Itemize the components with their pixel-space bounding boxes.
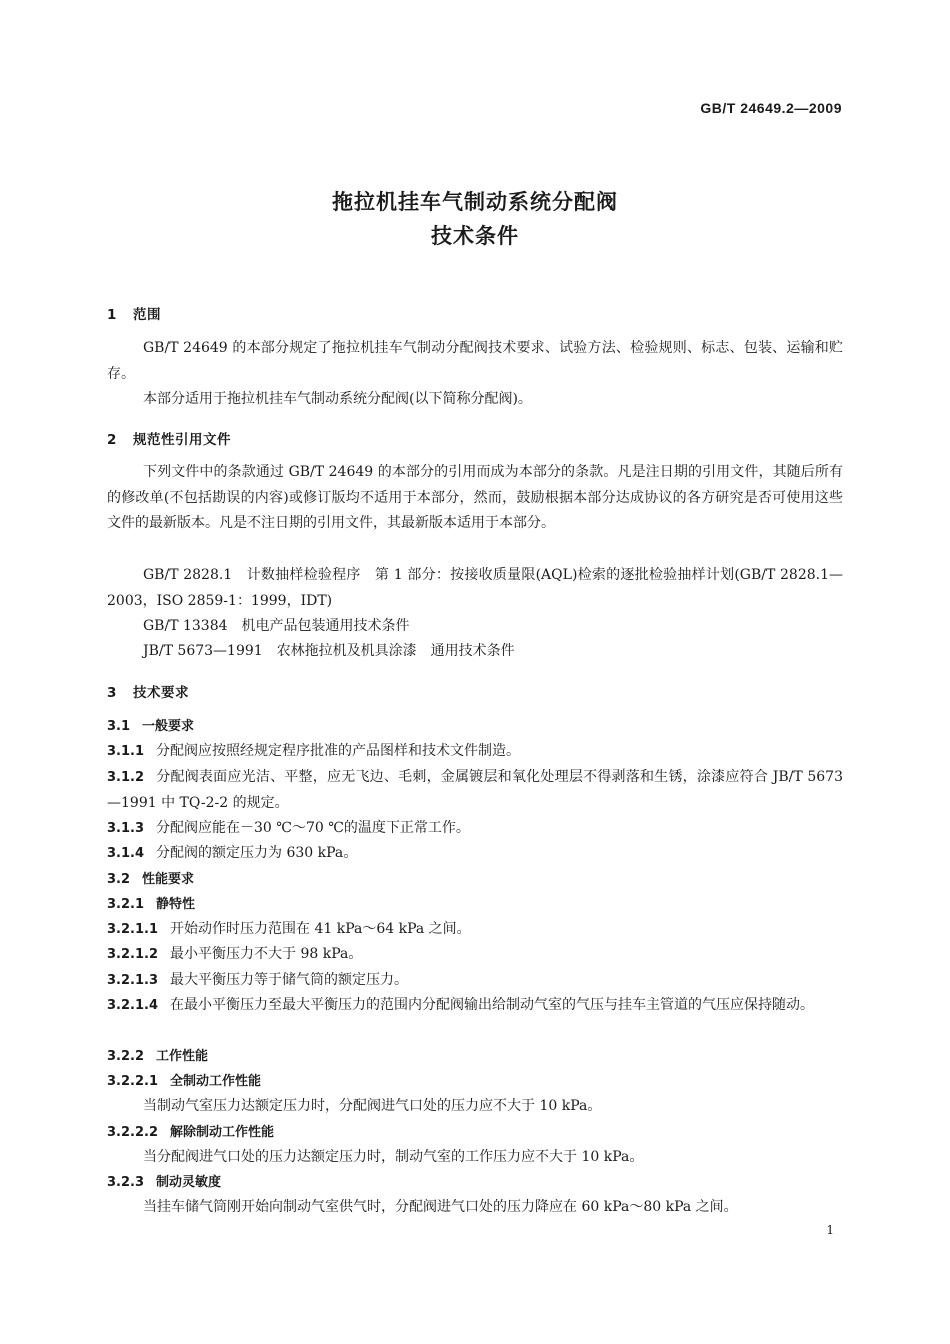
clause-3-1 xyxy=(107,714,843,740)
clause-number: 3.2.1.4 xyxy=(107,998,158,1013)
clause-number: 3.1 xyxy=(107,719,131,734)
section-title: 规范性引用文件 xyxy=(133,432,231,448)
document-subtitle: 技术条件 xyxy=(431,224,519,248)
section-1-heading xyxy=(107,303,161,323)
section-number: 2 xyxy=(107,432,117,448)
clause-number: 3.1.4 xyxy=(107,846,145,861)
clause-text: 分配阀应按照经规定程序批准的产品图样和技术文件制造。 xyxy=(156,743,521,759)
section-1-paragraph-2: 本部分适用于拖拉机挂车气制动系统分配阀(以下简称分配阀)。 xyxy=(143,391,532,407)
section-2-paragraph: 下列文件中的条款通过 GB/T 24649 的本部分的引用而成为本部分的条款。凡是注日期的引用文件，其随后所有的修改单(不包括勘误的内容)或修订版均不适用于本部分，然而，鼓励根据本部分达成协议的各方研究是否可使用这些文件的最新版本。凡是不注日期的引用文件，其最新版本适用于本部分。 xyxy=(107,464,843,531)
clause-number: 3.2.2.1 xyxy=(107,1074,158,1089)
reference-jbt-5673: JB/T 5673—1991 农林拖拉机及机具涂漆 通用技术条件 xyxy=(143,643,515,659)
clause-3-2-1-1 xyxy=(107,917,843,943)
clause-number: 3.2.1.2 xyxy=(107,947,158,962)
document-title: 拖拉机挂车气制动系统分配阀 xyxy=(332,190,618,214)
standard-code: GB/T 24649.2—2009 xyxy=(700,100,842,116)
clause-text: 分配阀表面应光洁、平整，应无飞边、毛刺，金属镀层和氧化处理层不得剥落和生锈，涂漆应符合 JB/T 5673—1991 中 TQ-2-2 的规定。 xyxy=(107,769,843,811)
clause-title: 解除制动工作性能 xyxy=(170,1125,275,1140)
clause-text: 开始动作时压力范围在 41 kPa～64 kPa 之间。 xyxy=(170,921,471,937)
reference-gbt-2828: GB/T 2828.1 计数抽样检验程序 第 1 部分：按接收质量限(AQL)检索的逐批检验抽样计划(GB/T 2828.1—2003，ISO 2859-1：1999，IDT) xyxy=(107,567,843,609)
clause-number: 3.2.1.1 xyxy=(107,922,158,937)
section-3-heading xyxy=(107,681,189,701)
clause-title: 工作性能 xyxy=(156,1049,209,1064)
clause-3-1-3 xyxy=(107,816,843,842)
clause-number: 3.2.2.2 xyxy=(107,1125,158,1140)
clause-title: 全制动工作性能 xyxy=(170,1074,262,1089)
clause-title: 一般要求 xyxy=(142,719,195,734)
clause-number: 3.1.3 xyxy=(107,821,145,836)
clause-number: 3.2.1 xyxy=(107,897,145,912)
section-number: 3 xyxy=(107,685,117,701)
section-title: 技术要求 xyxy=(133,685,189,701)
clause-3-2-1-2 xyxy=(107,942,843,968)
clause-number: 3.1.2 xyxy=(107,770,145,785)
clause-3-2-2 xyxy=(107,1044,843,1070)
clause-number: 3.2.2 xyxy=(107,1049,145,1064)
clause-3-1-2 xyxy=(107,765,843,816)
clause-3-2-1 xyxy=(107,892,843,918)
page-number: 1 xyxy=(826,1223,834,1237)
clause-text: 最小平衡压力不大于 98 kPa。 xyxy=(170,946,363,962)
clause-3-2-2-2 xyxy=(107,1120,843,1146)
reference-gbt-13384: GB/T 13384 机电产品包装通用技术条件 xyxy=(143,618,410,634)
clause-3-2-3-text: 当挂车储气筒刚开始向制动气室供气时，分配阀进气口处的压力降应在 60 kPa～80 kPa 之间。 xyxy=(143,1199,738,1215)
clause-title: 静特性 xyxy=(156,897,196,912)
clause-3-2-2-1 xyxy=(107,1069,843,1095)
clause-number: 3.2 xyxy=(107,872,131,887)
section-number: 1 xyxy=(107,307,117,323)
section-1-paragraph-1: GB/T 24649 的本部分规定了拖拉机挂车气制动分配阀技术要求、试验方法、检验规则、标志、包装、运输和贮存。 xyxy=(107,340,843,382)
clause-number: 3.1.1 xyxy=(107,744,145,759)
clause-3-1-1 xyxy=(107,739,843,765)
section-title: 范围 xyxy=(133,307,161,323)
clause-text: 在最小平衡压力至最大平衡压力的范围内分配阀输出给制动气室的气压与挂车主管道的气压应保持随动。 xyxy=(170,997,814,1013)
clause-3-2-1-3 xyxy=(107,968,843,994)
clause-3-2-2-2-text: 当分配阀进气口处的压力达额定压力时，制动气室的工作压力应不大于 10 kPa。 xyxy=(143,1149,644,1165)
clause-title: 性能要求 xyxy=(142,872,195,887)
clause-text: 分配阀应能在－30 ℃～70 ℃的温度下正常工作。 xyxy=(156,820,470,836)
clause-3-2 xyxy=(107,867,843,893)
clause-3-2-2-1-text: 当制动气室压力达额定压力时，分配阀进气口处的压力应不大于 10 kPa。 xyxy=(143,1098,602,1114)
clause-number: 3.2.1.3 xyxy=(107,973,158,988)
clause-3-1-4 xyxy=(107,841,843,867)
clause-text: 分配阀的额定压力为 630 kPa。 xyxy=(156,845,358,861)
section-2-heading xyxy=(107,428,231,448)
clause-3-2-3 xyxy=(107,1170,843,1196)
clause-number: 3.2.3 xyxy=(107,1175,145,1190)
clause-title: 制动灵敏度 xyxy=(156,1175,222,1190)
clause-3-2-1-4 xyxy=(107,993,843,1019)
clause-text: 最大平衡压力等于储气筒的额定压力。 xyxy=(170,972,408,988)
